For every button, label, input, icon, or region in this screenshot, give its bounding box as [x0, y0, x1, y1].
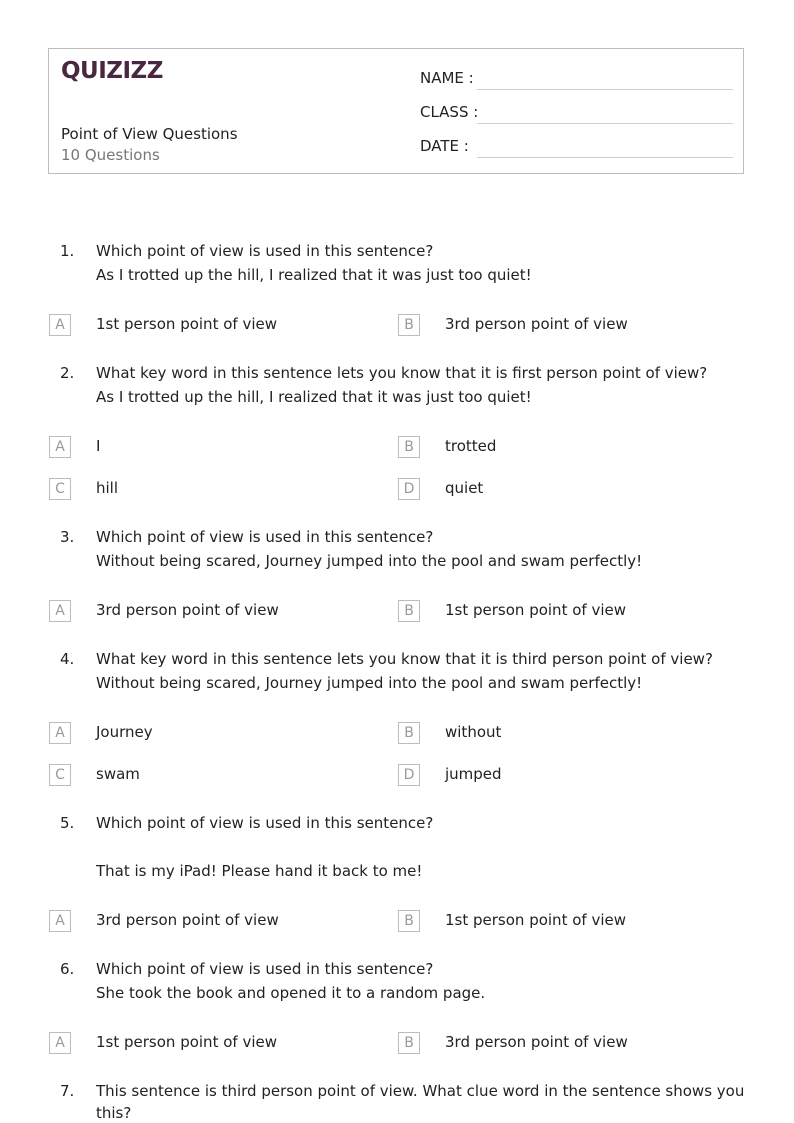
option-text: I: [96, 437, 101, 455]
question-text: Without being scared, Journey jumped into the pool and swam perfectly!: [96, 552, 643, 570]
option-text: quiet: [445, 479, 484, 497]
question-text: Which point of view is used in this sentence?: [96, 814, 434, 832]
question-text: this?: [96, 1104, 132, 1122]
question-text: As I trotted up the hill, I realized that it was just too quiet!: [96, 388, 532, 406]
option-letter-box[interactable]: A: [49, 910, 71, 932]
option-letter-box[interactable]: A: [49, 436, 71, 458]
question-text: What key word in this sentence lets you know that it is third person point of view?: [96, 650, 713, 668]
class-label: CLASS :: [420, 103, 479, 121]
option-text: Journey: [96, 723, 153, 741]
question-number: 4.: [60, 650, 75, 668]
option-text: 3rd person point of view: [96, 601, 279, 619]
option-letter-box[interactable]: B: [398, 910, 420, 932]
option-text: 3rd person point of view: [445, 315, 628, 333]
question-count: 10 Questions: [61, 146, 160, 164]
question-number: 1.: [60, 242, 75, 260]
name-field[interactable]: [477, 89, 733, 90]
option-letter-box[interactable]: A: [49, 314, 71, 336]
option-text: 1st person point of view: [96, 1033, 277, 1051]
question-text: Without being scared, Journey jumped into the pool and swam perfectly!: [96, 674, 643, 692]
question-text: Which point of view is used in this sentence?: [96, 528, 434, 546]
option-letter-box[interactable]: A: [49, 722, 71, 744]
worksheet-title: Point of View Questions: [61, 125, 238, 143]
option-text: 1st person point of view: [445, 911, 626, 929]
option-letter-box[interactable]: C: [49, 764, 71, 786]
question-number: 6.: [60, 960, 75, 978]
question-text: What key word in this sentence lets you know that it is first person point of view?: [96, 364, 708, 382]
question-text: Which point of view is used in this sentence?: [96, 960, 434, 978]
option-text: 1st person point of view: [445, 601, 626, 619]
option-text: without: [445, 723, 502, 741]
option-text: 3rd person point of view: [445, 1033, 628, 1051]
option-letter-box[interactable]: B: [398, 436, 420, 458]
option-letter-box[interactable]: D: [398, 478, 420, 500]
option-letter-box[interactable]: D: [398, 764, 420, 786]
question-number: 7.: [60, 1082, 75, 1100]
option-text: 1st person point of view: [96, 315, 277, 333]
option-text: hill: [96, 479, 119, 497]
option-letter-box[interactable]: A: [49, 600, 71, 622]
option-text: jumped: [445, 765, 502, 783]
option-text: 3rd person point of view: [96, 911, 279, 929]
question-number: 3.: [60, 528, 75, 546]
question-text: That is my iPad! Please hand it back to me!: [96, 862, 423, 880]
option-letter-box[interactable]: A: [49, 1032, 71, 1054]
question-number: 5.: [60, 814, 75, 832]
date-label: DATE :: [420, 137, 469, 155]
question-text: She took the book and opened it to a random page.: [96, 984, 486, 1002]
question-number: 2.: [60, 364, 75, 382]
option-letter-box[interactable]: B: [398, 722, 420, 744]
option-text: trotted: [445, 437, 497, 455]
question-text: This sentence is third person point of view. What clue word in the sentence shows you: [96, 1082, 745, 1100]
option-letter-box[interactable]: B: [398, 600, 420, 622]
worksheet-header: [48, 48, 744, 174]
date-field[interactable]: [477, 157, 733, 158]
class-field[interactable]: [477, 123, 733, 124]
quizizz-logo: QUIZIZZ: [61, 58, 163, 84]
option-letter-box[interactable]: B: [398, 1032, 420, 1054]
name-label: NAME :: [420, 69, 474, 87]
question-text: As I trotted up the hill, I realized that it was just too quiet!: [96, 266, 532, 284]
option-letter-box[interactable]: C: [49, 478, 71, 500]
option-letter-box[interactable]: B: [398, 314, 420, 336]
question-text: Which point of view is used in this sentence?: [96, 242, 434, 260]
option-text: swam: [96, 765, 140, 783]
